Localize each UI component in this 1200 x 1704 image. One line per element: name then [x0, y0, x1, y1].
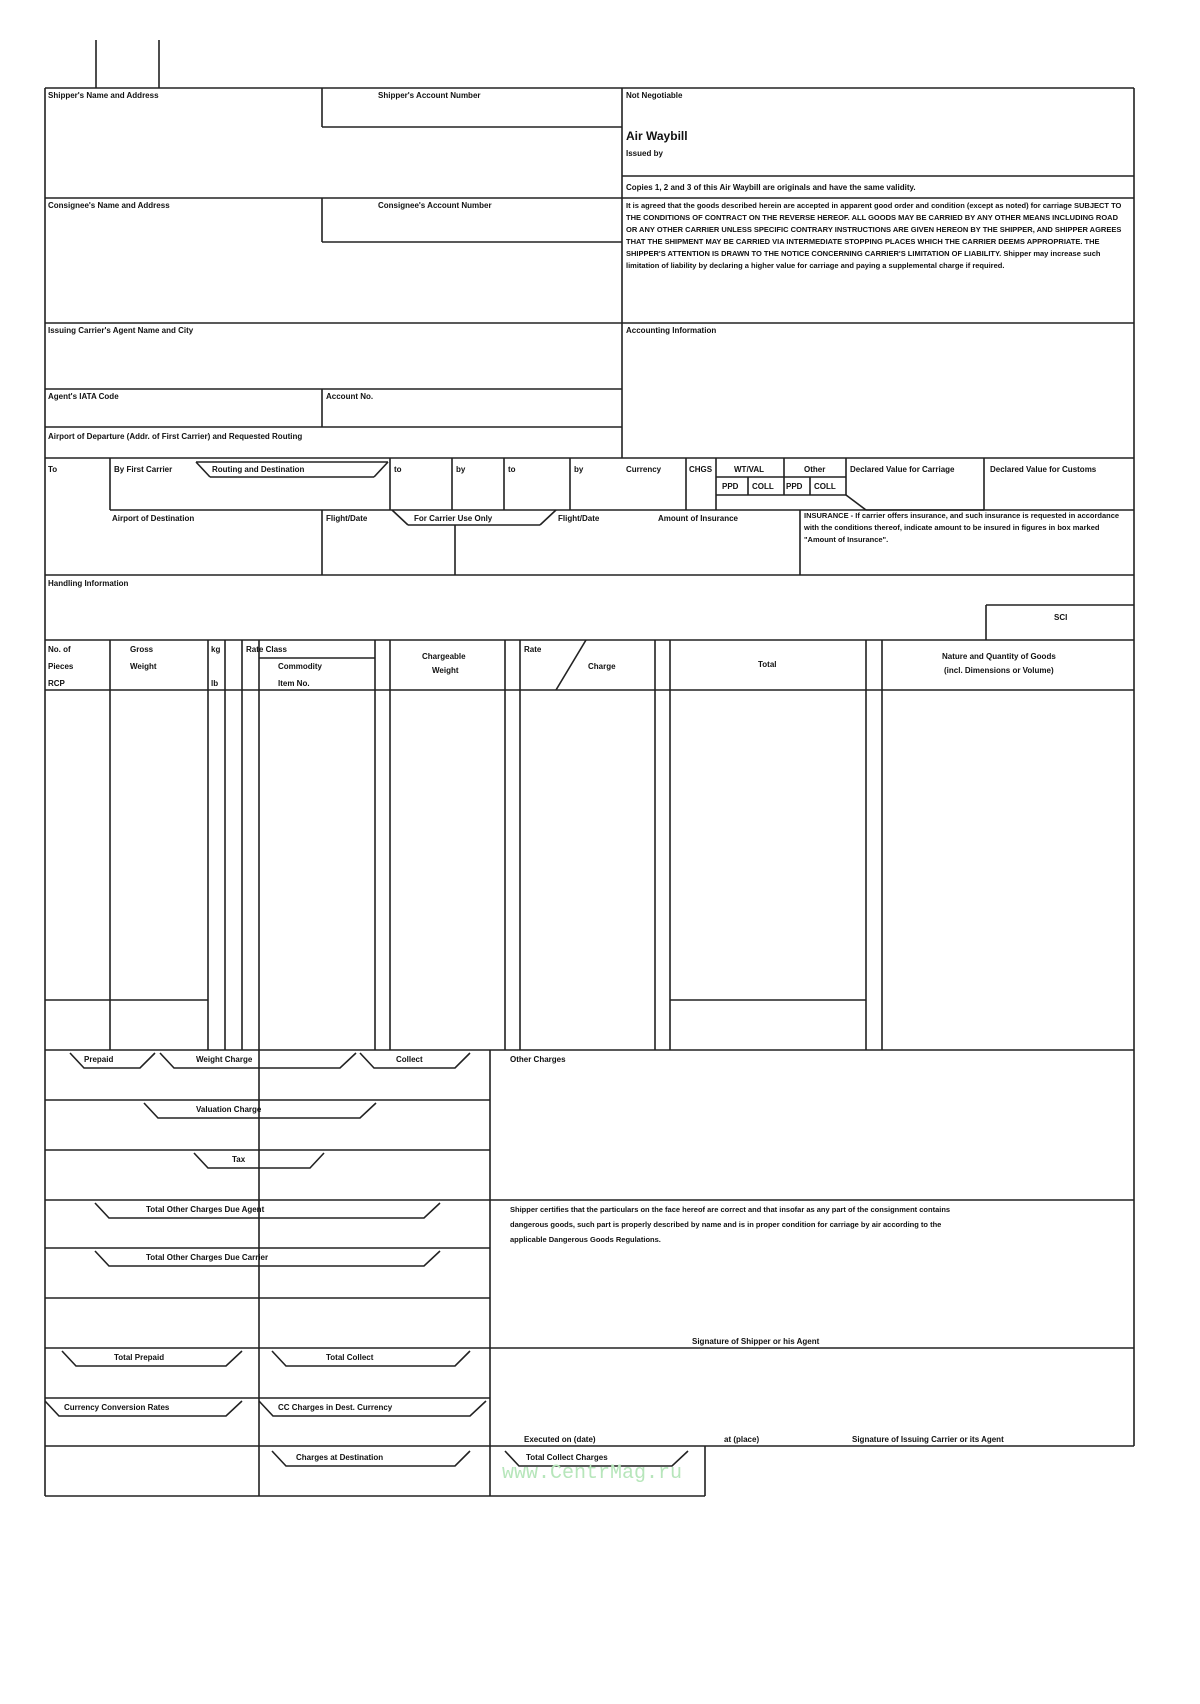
watermark: www.CentrMag.ru — [502, 1462, 683, 1485]
agent-iata-code-label: Agent's IATA Code — [48, 392, 119, 401]
for-carrier-use-label: For Carrier Use Only — [414, 514, 493, 523]
weight-charge-label: Weight Charge — [196, 1055, 253, 1064]
nature-goods-label-2: (incl. Dimensions or Volume) — [944, 666, 1054, 675]
charges-destination-label: Charges at Destination — [296, 1453, 384, 1462]
flight-date-2-label: Flight/Date — [558, 514, 600, 523]
ppd-2-label: PPD — [786, 482, 803, 491]
signature-shipper-label: Signature of Shipper or his Agent — [692, 1337, 820, 1346]
airport-departure-label: Airport of Departure (Addr. of First Carrier) and Requested Routing — [48, 432, 303, 441]
to-2-label: to — [394, 465, 402, 474]
wt-val-label: WT/VAL — [734, 465, 765, 474]
insurance-text: INSURANCE - If carrier offers insurance, and such insurance is requested in accordance with the conditions thereof, indicate amount to be insured in figures in box marked "Amount of Insurance". — [804, 511, 1120, 544]
commodity-label-1: Commodity — [278, 662, 322, 671]
gross-weight-label-1: Gross — [130, 645, 154, 654]
total-prepaid-label: Total Prepaid — [114, 1353, 165, 1362]
tax-label: Tax — [232, 1155, 246, 1164]
flight-date-1-label: Flight/Date — [326, 514, 368, 523]
no-pieces-label-1: No. of — [48, 645, 71, 654]
conditions-of-contract-text: It is agreed that the goods described herein are accepted in apparent good order and condition (except as noted) for carriage SUBJECT TO THE CONDITIONS OF CONTRACT ON THE REVERSE HEREOF. ALL GOODS MAY BE CARRIED BY ANY OTHER MEANS INCLUDING ROAD OR ANY OTHER CARRIER UNLESS SPECIFIC CONTRARY INSTRUCTIONS ARE GIVEN HEREON BY THE SHIPPER, AND SHIPPER AGREES THAT THE SHIPMENT MAY BE CARRIED VIA INTERMEDIATE STOPPING PLACES WHICH THE CARRIER DEEMS APPROPRIATE. THE SHIPPER'S ATTENTION IS DRAWN TO THE NOTICE CONCERNING CARRIER'S LIMITATION OF LIABILITY. Shipper may increase such limitation of liability by declaring a higher value for carriage and paying a supplemental charge if required. — [626, 201, 1122, 270]
accounting-info-label: Accounting Information — [626, 326, 717, 335]
airport-destination-label: Airport of Destination — [112, 514, 195, 523]
executed-on-label: Executed on (date) — [524, 1435, 596, 1444]
kg-label: kg — [211, 645, 221, 654]
ppd-1-label: PPD — [722, 482, 739, 491]
no-pieces-label-3: RCP — [48, 679, 65, 688]
coll-2-label: COLL — [814, 482, 836, 491]
issuing-agent-label: Issuing Carrier's Agent Name and City — [48, 326, 194, 335]
gross-weight-label-2: Weight — [130, 662, 157, 671]
chargeable-weight-label-1: Chargeable — [422, 652, 466, 661]
rate-label: Rate — [524, 645, 542, 654]
chargeable-weight-label-2: Weight — [432, 666, 459, 675]
rate-class-label: Rate Class — [246, 645, 287, 654]
charge-label: Charge — [588, 662, 616, 671]
amount-insurance-label: Amount of Insurance — [658, 514, 739, 523]
signature-carrier-label: Signature of Issuing Carrier or its Agent — [852, 1435, 1004, 1444]
by-first-carrier-label: By First Carrier — [114, 465, 173, 474]
collect-label: Collect — [396, 1055, 423, 1064]
total-collect-label: Total Collect — [326, 1353, 374, 1362]
issued-by-label: Issued by — [626, 149, 663, 158]
lb-label: lb — [211, 679, 219, 688]
chgs-code-label: CHGS — [689, 465, 713, 474]
to-3-label: to — [508, 465, 516, 474]
nature-goods-label-1: Nature and Quantity of Goods — [942, 652, 1056, 661]
valuation-charge-label: Valuation Charge — [196, 1105, 262, 1114]
sci-label: SCI — [1054, 613, 1068, 622]
currency-conversion-label: Currency Conversion Rates — [64, 1403, 170, 1412]
to-label: To — [48, 465, 58, 474]
other-charges-label: Other Charges — [510, 1055, 566, 1064]
commodity-label-2: Item No. — [278, 679, 310, 688]
copies-note: Copies 1, 2 and 3 of this Air Waybill are originals and have the same validity. — [626, 183, 916, 192]
total-other-agent-label: Total Other Charges Due Agent — [146, 1205, 265, 1214]
cc-charges-label: CC Charges in Dest. Currency — [278, 1403, 393, 1412]
handling-info-label: Handling Information — [48, 579, 129, 588]
by-2-label: by — [456, 465, 466, 474]
consignee-account-label: Consignee's Account Number — [378, 201, 492, 210]
declared-customs-label: Declared Value for Customs — [990, 465, 1097, 474]
currency-label: Currency — [626, 465, 662, 474]
total-collect-charges-label: Total Collect Charges — [526, 1453, 608, 1462]
routing-destination-label: Routing and Destination — [212, 465, 305, 474]
shipper-certification-text: Shipper certifies that the particulars on the face hereof are correct and that insofar as any part of the consignment contains dangerous goods, such part is properly described by name and is in proper condition for carriage by air according to the applicable Dangerous Goods Regulations. — [510, 1205, 951, 1244]
account-no-label: Account No. — [326, 392, 374, 401]
shipper-name-address-label: Shipper's Name and Address — [48, 91, 159, 100]
declared-carriage-label: Declared Value for Carriage — [850, 465, 955, 474]
no-pieces-label-2: Pieces — [48, 662, 74, 671]
at-place-label: at (place) — [724, 1435, 760, 1444]
air-waybill-title: Air Waybill — [626, 129, 688, 143]
total-other-carrier-label: Total Other Charges Due Carrier — [146, 1253, 269, 1262]
shipper-account-label: Shipper's Account Number — [378, 91, 481, 100]
total-label: Total — [758, 660, 777, 669]
by-3-label: by — [574, 465, 584, 474]
other-label: Other — [804, 465, 826, 474]
prepaid-label: Prepaid — [84, 1055, 114, 1064]
coll-1-label: COLL — [752, 482, 774, 491]
not-negotiable-label: Not Negotiable — [626, 91, 683, 100]
consignee-name-address-label: Consignee's Name and Address — [48, 201, 170, 210]
